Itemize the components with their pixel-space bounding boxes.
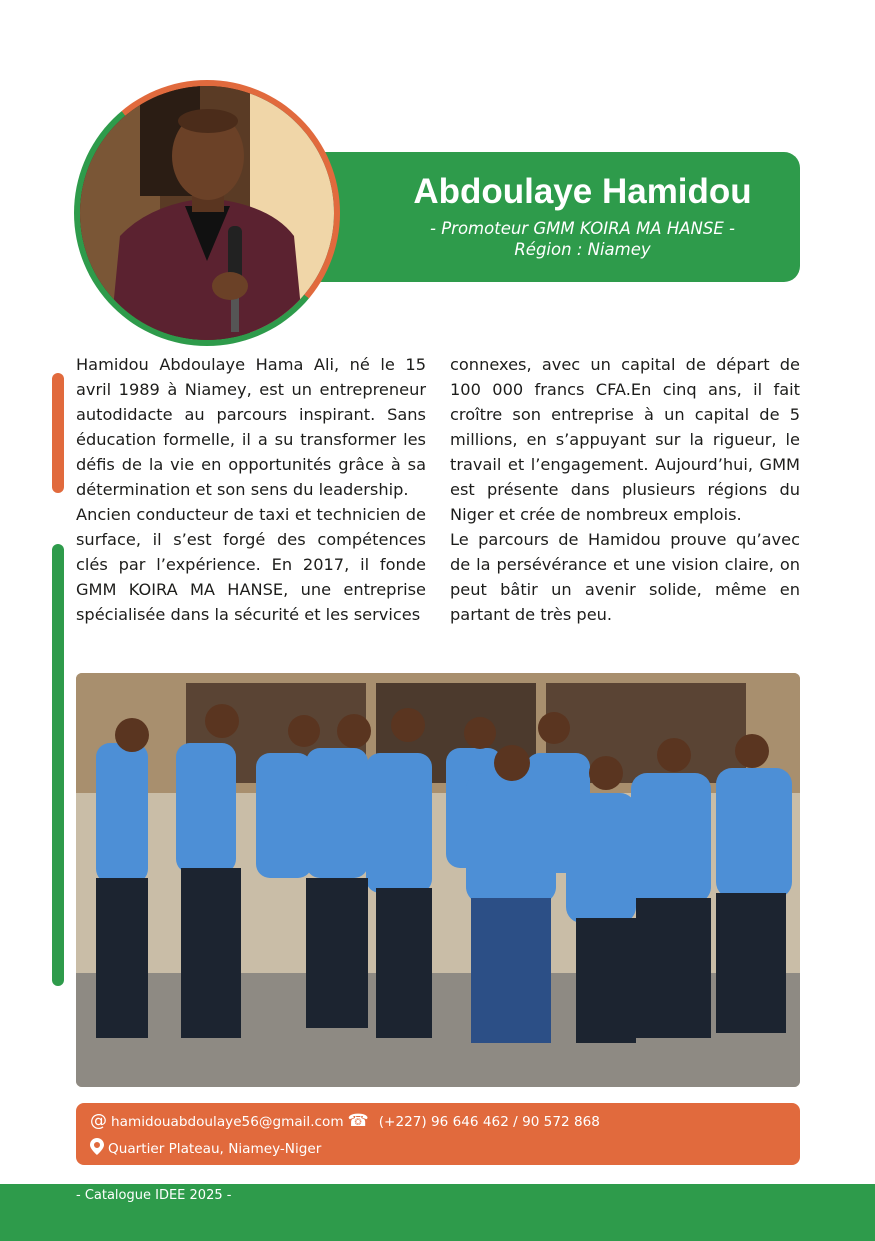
person-name: Abdoulaye Hamidou (413, 172, 752, 211)
contact-bar (76, 1103, 800, 1165)
map-pin-shape (90, 1138, 104, 1155)
contact-row-email-phone (90, 1113, 600, 1130)
bio-paragraph: connexes, avec un capital de départ de 100 000 francs CFA.En cinq ans, il fait croître son entreprise à un capital de 5 millions, en s’appuyant sur la rigueur, le travail et l’engagement. Aujourd’hui, GMM est présente dans plusieurs régions du Niger et crée de nombreux emplois. (450, 355, 800, 524)
team-photo (76, 673, 800, 1087)
contact-email[interactable]: hamidouabdoulaye56@gmail.com (111, 1113, 344, 1130)
bio-column-right (450, 352, 800, 627)
portrait-illustration (80, 86, 334, 340)
bio-paragraph: Hamidou Abdoulaye Hama Ali, né le 15 avril 1989 à Niamey, est un entrepreneur autodidacte au parcours inspirant. Sans éducation formelle, il a su transformer les défis de la vie en opportunités grâce à sa détermination et son sens du leadership. (76, 355, 426, 499)
role-region: Région : Niamey (514, 240, 651, 259)
name-banner (300, 152, 800, 282)
bio-paragraph: Ancien conducteur de taxi et technicien de surface, il s’est forgé des compétences clés par l’expérience. En 2017, il fonde GMM KOIRA MA HANSE, une entreprise spécialisée dans la sécurité et les services (76, 505, 426, 624)
contact-phone[interactable]: (+227) 96 646 462 / 90 572 868 (378, 1113, 600, 1130)
at-sign-icon: @ (90, 1111, 107, 1131)
telephone-icon: ☎ (347, 1111, 369, 1131)
bio-column-left (76, 352, 426, 627)
team-illustration (76, 673, 800, 1087)
map-pin-icon (90, 1138, 104, 1159)
role-title: - Promoteur GMM KOIRA MA HANSE - (430, 219, 735, 238)
footer-label: - Catalogue IDEE 2025 - (76, 1188, 232, 1203)
contact-address: Quartier Plateau, Niamey-Niger (108, 1140, 322, 1157)
portrait-photo (80, 86, 334, 340)
accent-bar-green (52, 544, 64, 986)
footer-bar (0, 1184, 875, 1241)
contact-row-address (90, 1138, 321, 1159)
bio-paragraph: Le parcours de Hamidou prouve qu’avec de la persévérance et une vision claire, on peut bâtir un avenir solide, même en partant de très peu. (450, 530, 800, 624)
accent-bar-orange (52, 373, 64, 493)
person-role (400, 218, 765, 260)
